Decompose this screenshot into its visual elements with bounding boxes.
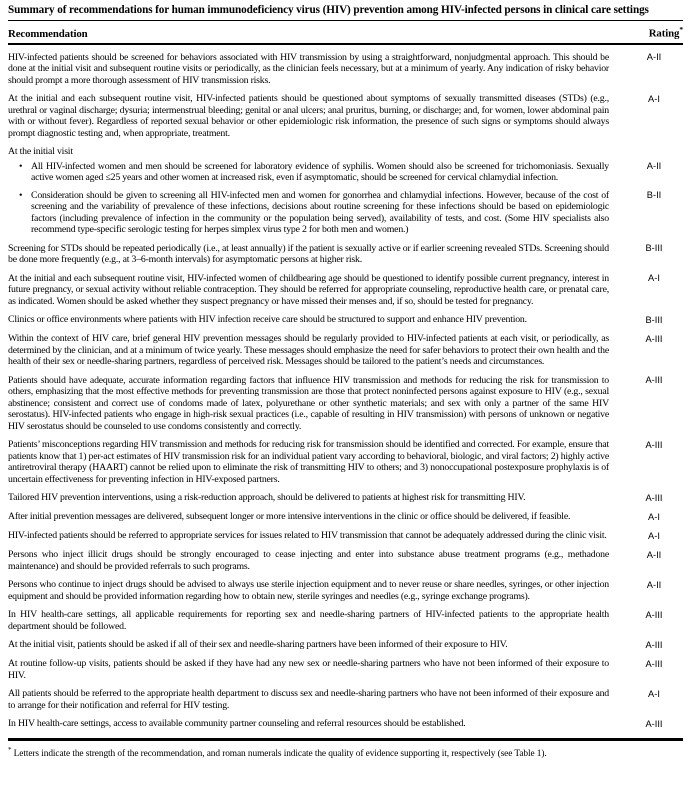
recommendation-text: [8, 243, 625, 266]
rating-value: A-III: [645, 439, 663, 450]
table-row: [8, 52, 683, 87]
rating-value: A-III: [645, 718, 663, 729]
table-row: [8, 658, 683, 681]
col-header-rating: [649, 24, 683, 40]
recommendation-text: [8, 511, 625, 523]
recommendation-text: [8, 718, 625, 730]
rating-value: A-III: [645, 492, 663, 503]
rating-value: A-III: [645, 658, 663, 669]
recommendation-text-content: Screening for STDs should be repeated periodically (i.e., at least annually) if the patient is sexually active or if earlier screening revealed STDs. Screening should be done more frequently (e.g., at 3–6-month intervals) for asymptomatic persons at higher risk.: [8, 242, 609, 266]
recommendation-text-content: In HIV health-care settings, access to available community partner counseling and referral resources should be established.: [8, 718, 466, 730]
recommendation-text-content: At the initial visit, patients should be asked if all of their sex and needle-sharing partners have been informed of their exposure to HIV.: [8, 639, 508, 651]
recommendation-text: [8, 273, 625, 308]
table-row: [8, 439, 683, 485]
table-row: [8, 375, 683, 433]
rating-value: A-II: [646, 161, 662, 172]
rating-value: A-II: [646, 549, 662, 560]
recommendation-text: [8, 492, 625, 504]
table-row: [8, 549, 683, 572]
rating-value: B-III: [645, 243, 663, 254]
table-row: [8, 333, 683, 368]
rating-value: A-I: [648, 530, 660, 541]
recommendation-text: [8, 333, 625, 368]
recommendation-text-content: All patients should be referred to the appropriate health department to discuss sex and needle-sharing partners who have not been informed of their exposure and to arrange for their notification and referral for HIV testing.: [8, 688, 609, 711]
table-header: [8, 21, 683, 43]
table-row: [8, 688, 683, 711]
table-row: [8, 609, 683, 632]
rating-value: A-I: [648, 273, 660, 284]
recommendation-text: [8, 146, 625, 158]
table-row: [8, 639, 683, 651]
table-row: [8, 190, 683, 236]
rating-value: A-III: [645, 375, 663, 386]
recommendation-text-content: At the initial visit: [8, 146, 73, 158]
table-title: Summary of recommendations for human immunodeficiency virus (HIV) prevention among HIV-infected persons in clinical care settings: [8, 4, 649, 16]
rating-value: A-III: [645, 639, 663, 650]
table-row: [8, 579, 683, 602]
table-row: [8, 146, 683, 158]
bullet-icon: •: [19, 189, 23, 201]
table-row: [8, 273, 683, 308]
table-row: [8, 511, 683, 523]
recommendation-text: [8, 688, 625, 711]
table-row: [8, 314, 683, 326]
recommendation-text-content: Tailored HIV prevention interventions, using a risk-reduction approach, should be delivered to patients at highest risk for transmitting HIV.: [8, 492, 526, 504]
recommendation-text-content: Patients’ misconceptions regarding HIV transmission and methods for reducing risk for transmission should be identified and corrected. For example, ensure that patients know that 1) per-act estimates of HIV transmission risk for an individual patient vary according to behavioral, biologic, and viral factors; 2) highly active antiretroviral therapy (HAART) cannot be relied upon to eliminate the risk of transmitting HIV to others; and 3) nonoccupational postexposure prophylaxis is of uncertain effectiveness for preventing infection in HIV-exposed partners.: [8, 439, 609, 485]
footnote-marker: *: [8, 746, 12, 755]
table-row: [8, 243, 683, 266]
recommendation-text: [8, 530, 625, 542]
table-row: [8, 492, 683, 504]
rating-value: A-I: [648, 511, 660, 522]
rating-value: A-I: [648, 688, 660, 699]
rating-value: A-III: [645, 609, 663, 620]
rating-value: [625, 146, 683, 147]
table-row: [8, 93, 683, 139]
recommendation-text-content: All HIV-infected women and men should be screened for laboratory evidence of syphilis. Women should also be screened for trichomoniasis. Sexually active women aged ≤25 years and other women at increased risk, even if asymptomatic, should be screened for cervical chlamydial infection.: [31, 160, 609, 184]
recommendation-text: [8, 439, 625, 485]
footnote-text: Letters indicate the strength of the recommendation, and roman numerals indicate the quality of evidence supporting it, respectively (see Table 1).: [11, 749, 547, 760]
recommendation-text: [8, 314, 625, 326]
rating-value: A-III: [645, 333, 663, 344]
recommendation-text: [19, 189, 625, 236]
table-row: [8, 718, 683, 730]
footnote: [8, 741, 683, 760]
recommendation-text: [8, 639, 625, 651]
recommendation-text-content: Clinics or office environments where patients with HIV infection receive care should be structured to support and enhance HIV prevention.: [8, 314, 527, 326]
recommendation-text: [8, 579, 625, 602]
rating-value: A-I: [648, 93, 660, 104]
table-row: [8, 530, 683, 542]
recommendation-text-content: At the initial and each subsequent routine visit, HIV-infected women of childbearing age should be questioned to identify possible current pregnancy, interest in future pregnancy, or sexual activity without reliable contraception. They should be referred for appropriate counseling, reproductive health care, or prenatal care, as indicated. Women should be asked whether they suspect pregnancy or have missed their menses and, if so, should be tested for pregnancy.: [8, 272, 609, 307]
rating-value: B-II: [646, 190, 662, 201]
recommendation-text-content: Patients should have adequate, accurate information regarding factors that influence HIV transmission and methods for reducing the risk for transmission to others, emphasizing that the most effective methods for preventing transmission are those that protect noninfected persons against exposure to HIV (e.g., sexual abstinence; consistent and correct use of condoms made of latex, polyurethane or other synthetic materials; and sex with only a partner of the same HIV serostatus). HIV-infected patients who engage in high-risk sexual practices (i.e., capable of resulting in HIV transmission) with persons of unknown or negative HIV serostatus should be counseled to use condoms consistently and correctly.: [8, 374, 609, 432]
col-header-recommendation: Recommendation: [8, 27, 88, 40]
recommendation-text-content: After initial prevention messages are delivered, subsequent longer or more intensive interventions in the clinic or office should be delivered, if feasible.: [8, 511, 571, 523]
rating-footnote-marker: *: [679, 25, 683, 34]
rating-value: B-III: [645, 314, 663, 325]
rating-value: A-II: [646, 579, 662, 590]
table-body: [8, 52, 683, 731]
recommendation-text: [8, 609, 625, 632]
recommendation-text-content: Persons who continue to inject drugs should be advised to always use sterile injection equipment and to never reuse or share needles, syringes, or other injection equipment and should be provided information regarding how to obtain new, sterile syringes and needles (e.g., syringe exchange programs).: [8, 579, 609, 602]
recommendation-text-content: In HIV health-care settings, all applicable requirements for reporting sex and needle-sharing partners of HIV-infected patients to the appropriate health department should be followed.: [8, 609, 609, 632]
rule-under-header: [8, 43, 683, 45]
recommendation-text: [8, 52, 625, 87]
recommendation-text-content: At routine follow-up visits, patients should be asked if they have had any new sex or needle-sharing partners who have not been informed of their exposure to HIV.: [8, 658, 609, 681]
recommendation-text-content: Consideration should be given to screening all HIV-infected men and women for gonorrhea and chlamydial infections. However, because of the cost of screening and the variability of prevalence of these infections, decisions about routine screening for these infections should be based on epidemiologic factors (including prevalence of infection in the community or the population being served), availability of tests, and cost. (Some HIV specialists also recommend type-specific serologic testing for herpes simplex virus type 2 for both men and women.): [31, 189, 609, 236]
recommendation-text-content: Persons who inject illicit drugs should be strongly encouraged to cease injecting and enter into substance abuse treatment programs (e.g., methadone maintenance) and should be provided referrals to such programs.: [8, 549, 609, 572]
recommendation-text-content: Within the context of HIV care, brief general HIV prevention messages should be regularly provided to HIV-infected patients at each visit, or periodically, as determined by the clinician, and at a minimum of twice yearly. These messages should emphasize the need for safer behaviors to protect their own health and the health of their sex or needle-sharing partners, regardless of perceived risk. Messages should be tailored to the patient’s needs and circumstances.: [8, 333, 609, 368]
recommendation-text-content: HIV-infected patients should be referred to appropriate services for issues related to HIV transmission that cannot be adequately addressed during the clinic visit.: [8, 530, 607, 542]
recommendation-text: [19, 160, 625, 184]
recommendation-text-content: At the initial and each subsequent routine visit, HIV-infected patients should be questioned about symptoms of sexually transmitted diseases (STDs) (e.g., urethral or vaginal discharge; dysuria; intermenstrual bleeding; genital or anal ulcers; anal pruritus, burning, or discharge; and, for women, lower abdominal pain with or without fever). Regardless of reported sexual behavior or other epidemiologic risk information, the presence of such signs or symptoms should always prompt diagnostic testing and, when appropriate, treatment.: [8, 93, 609, 139]
recommendation-text: [8, 658, 625, 681]
table-row: [8, 161, 683, 184]
recommendation-text: [8, 93, 625, 139]
rating-value: A-II: [646, 52, 662, 63]
bullet-icon: •: [19, 160, 23, 172]
recommendation-text-content: HIV-infected patients should be screened for behaviors associated with HIV transmission by using a straightforward, nonjudgmental approach. This should be done at the initial visit and subsequent routine visits or periodically, as the clinician feels necessary, but at a minimum of yearly. Any indication of risky behavior should prompt a more thorough assessment of HIV transmission risks.: [8, 51, 609, 86]
recommendation-text: [8, 549, 625, 572]
recommendation-text: [8, 375, 625, 433]
col-header-rating-label: Rating: [648, 27, 680, 40]
